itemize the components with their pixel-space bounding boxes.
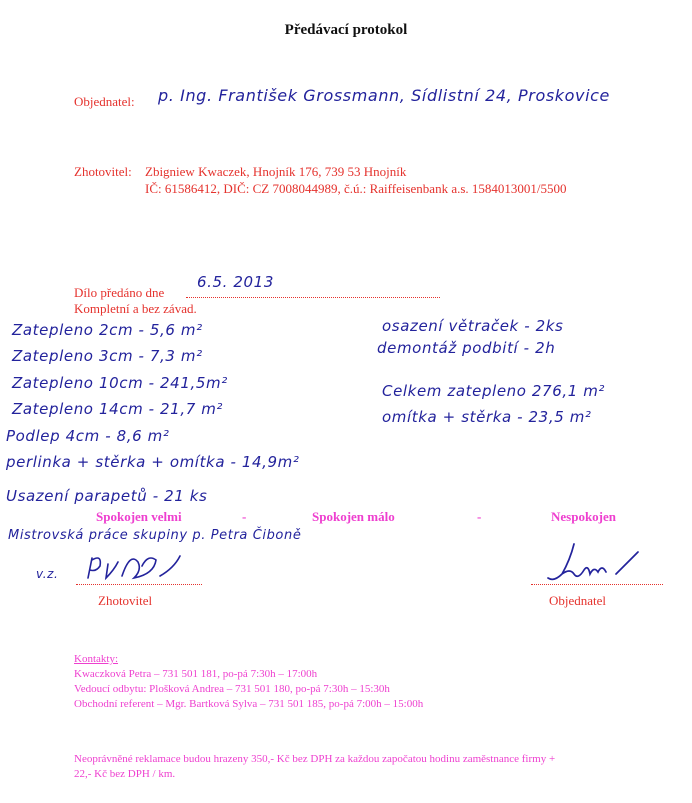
footer-note-line-1: Neoprávněné reklamace budou hrazeny 350,- Kč bez DPH za každou započatou hodinu zaměstnance firmy + (74, 753, 556, 765)
satisfaction-very: Spokojen velmi (96, 509, 182, 524)
work-item: omítka + stěrka - 23,5 m² (382, 408, 592, 426)
contact-line: Kwaczková Petra – 731 501 181, po-pá 7:30h – 17:00h (74, 668, 318, 680)
orderer-value: p. Ing. František Grossmann, Sídlistní 24, Proskovice (158, 86, 610, 105)
delivery-status: Kompletní a bez závad. (74, 301, 197, 316)
work-item: osazení větraček - 2ks (382, 317, 564, 335)
contractor-signature-prefix: v.z. (36, 567, 59, 581)
satisfaction-little: Spokojen málo (312, 509, 395, 524)
satisfaction-separator: - (477, 509, 482, 524)
handwritten-note: Mistrovská práce skupiny p. Petra Čiboně (8, 528, 302, 543)
contacts-heading: Kontakty: (74, 653, 118, 665)
contractor-line-2: IČ: 61586412, DIČ: CZ 7008044989, č.ú.: Raiffeisenbank a.s. 1584013001/5500 (145, 181, 567, 196)
contractor-signature-line (76, 583, 202, 585)
orderer-signature-label: Objednatel (549, 593, 607, 608)
contractor-line-1: Zbigniew Kwaczek, Hnojník 176, 739 53 Hnojník (145, 164, 407, 179)
orderer-signature-icon (540, 540, 660, 586)
work-item: Zatepleno 10cm - 241,5m² (12, 374, 228, 392)
work-item: Podlep 4cm - 8,6 m² (6, 427, 170, 445)
work-item: Celkem zatepleno 276,1 m² (382, 382, 606, 400)
work-item: perlinka + stěrka + omítka - 14,9m² (6, 453, 300, 471)
footer-note-line-2: 22,- Kč bez DPH / km. (74, 768, 176, 780)
work-item: Usazení parapetů - 21 ks (6, 487, 208, 505)
contractor-label: Zhotovitel: (74, 164, 132, 179)
satisfaction-separator: - (242, 509, 247, 524)
orderer-label: Objednatel: (74, 94, 135, 109)
work-item: demontáž podbití - 2h (377, 339, 556, 357)
work-item: Zatepleno 3cm - 7,3 m² (12, 347, 203, 365)
contractor-signature-icon (84, 548, 194, 586)
contact-line: Vedoucí odbytu: Plošková Andrea – 731 501 180, po-pá 7:30h – 15:30h (74, 683, 390, 695)
page-title: Předávací protokol (284, 22, 408, 38)
contractor-signature-label: Zhotovitel (98, 593, 153, 608)
satisfaction-none: Nespokojen (551, 509, 617, 524)
delivery-label: Dílo předáno dne (74, 285, 165, 300)
contact-line: Obchodní referent – Mgr. Bartková Sylva – 731 501 185, po-pá 7:00h – 15:00h (74, 698, 424, 710)
orderer-signature-line (531, 583, 663, 585)
work-item: Zatepleno 2cm - 5,6 m² (12, 321, 203, 339)
work-item: Zatepleno 14cm - 21,7 m² (12, 400, 224, 418)
delivery-date: 6.5. 2013 (197, 273, 274, 291)
